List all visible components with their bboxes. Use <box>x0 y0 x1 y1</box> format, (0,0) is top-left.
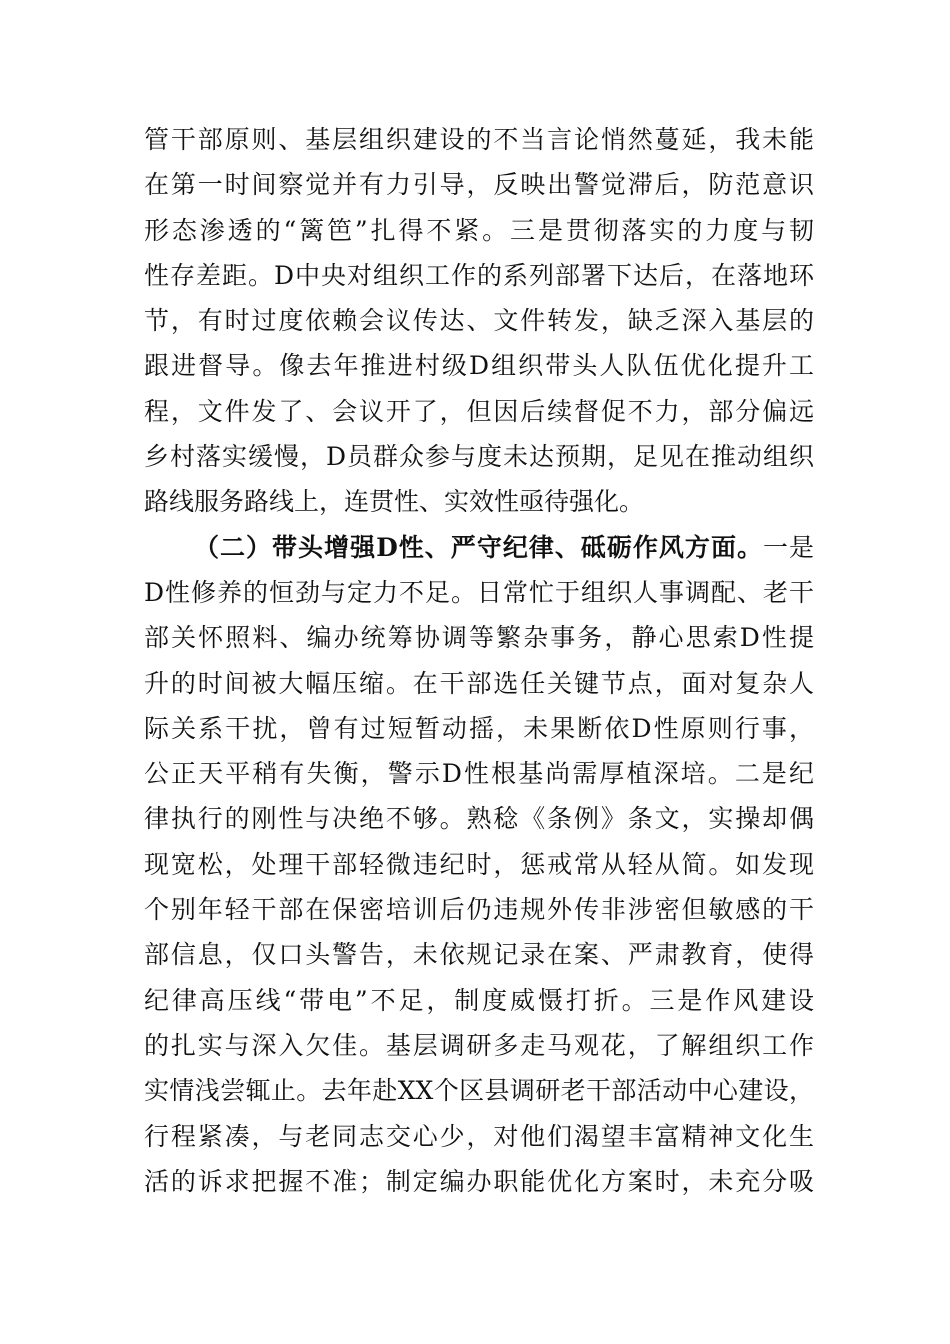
text-line: 跟进督导。像去年推进村级D组织带头人队伍优化提升工 <box>144 351 814 381</box>
text-line: 实情浅尝辄止。去年赴XX个区县调研老干部活动中心建设， <box>144 1076 814 1106</box>
text-line: 际关系干扰，曾有过短暂动摇，未果断依D性原则行事， <box>144 713 814 743</box>
text-line: 形态渗透的“篱笆”扎得不紧。三是贯彻落实的力度与韧 <box>144 215 814 245</box>
text-line: 行程紧凑，与老同志交心少，对他们渴望丰富精神文化生 <box>144 1121 814 1151</box>
text-line: 性存差距。D中央对组织工作的系列部署下达后，在落地环 <box>144 260 814 290</box>
text-line: 现宽松，处理干部轻微违纪时，惩戒常从轻从简。如发现 <box>144 849 814 879</box>
text-line: 升的时间被大幅压缩。在干部选任关键节点，面对复杂人 <box>144 668 814 698</box>
section-heading: （二）带头增强D性、严守纪律、砥砺作风方面。 <box>194 532 763 562</box>
text-line: 个别年轻干部在保密培训后仍违规外传非涉密但敏感的干 <box>144 895 814 925</box>
text-line: 活的诉求把握不准；制定编办职能优化方案时，未充分吸 <box>144 1166 814 1196</box>
section-heading-line <box>144 525 814 570</box>
text-line: 在第一时间察觉并有力引导，反映出警觉滞后，防范意识 <box>144 170 814 200</box>
text-line: 管干部原则、基层组织建设的不当言论悄然蔓延，我未能 <box>144 125 814 154</box>
text-line: 乡村落实缓慢，D员群众参与度未达预期，足见在推动组织 <box>144 442 814 472</box>
text-line: 的扎实与深入欠佳。基层调研多走马观花，了解组织工作 <box>144 1030 814 1060</box>
text-line: 程，文件发了、会议开了，但因后续督促不力，部分偏远 <box>144 396 814 426</box>
text-line: 纪律高压线“带电”不足，制度威慑打折。三是作风建设 <box>144 985 814 1015</box>
text-line: D性修养的恒劲与定力不足。日常忙于组织人事调配、老干 <box>144 577 814 607</box>
text-line: 公正天平稍有失衡，警示D性根基尚需厚植深培。二是纪 <box>144 759 814 789</box>
paragraph-end-line: 路线服务路线上，连贯性、实效性亟待强化。 <box>144 487 645 517</box>
heading-line-rest: 一是 <box>762 532 814 562</box>
text-line: 律执行的刚性与决绝不够。熟稔《条例》条文，实操却偶 <box>144 804 814 834</box>
body-text <box>144 117 814 1204</box>
text-line: 节，有时过度依赖会议传达、文件转发，缺乏深入基层的 <box>144 306 814 336</box>
text-line: 部信息，仅口头警告，未依规记录在案、严肃教育，使得 <box>144 940 814 970</box>
text-line: 部关怀照料、编办统筹协调等繁杂事务，静心思索D性提 <box>144 623 814 653</box>
